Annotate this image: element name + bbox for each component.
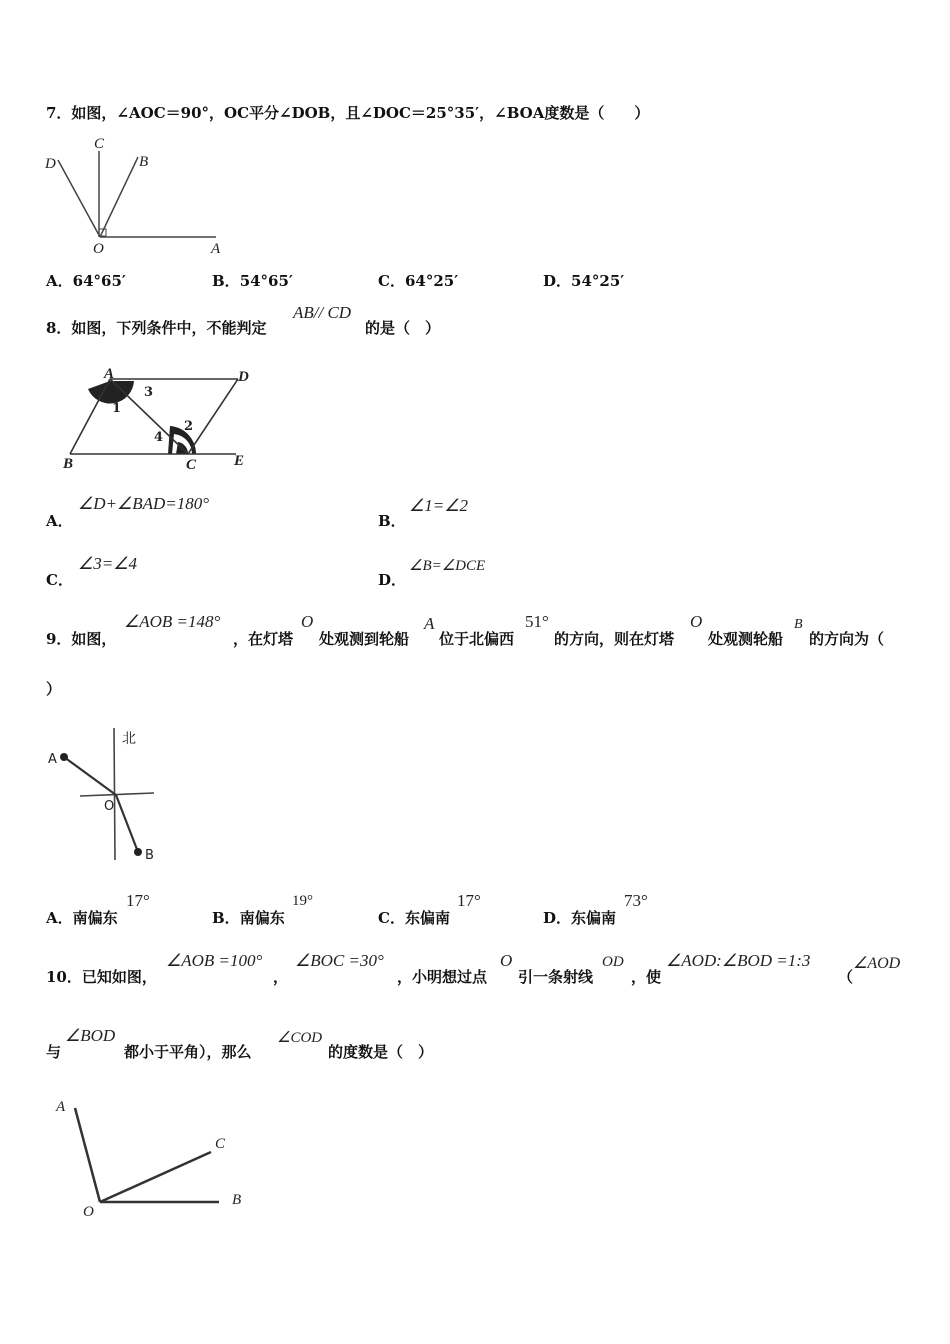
q9-stem-part3: 处观测到轮船 — [319, 630, 410, 648]
q10-stem-part2: ， — [273, 968, 289, 986]
q8-option-a-letter[interactable]: A． — [46, 512, 73, 530]
q10-stem-part4: 引一条射线 — [518, 968, 594, 986]
q7-figure — [40, 135, 240, 260]
q8-option-c-formula: ∠3=∠4 — [78, 554, 137, 573]
q10-stem-part8: 都小于平角），那么 — [124, 1043, 252, 1061]
q10-label-c: C — [215, 1136, 226, 1152]
q7-stem: 7．如图，∠AOC＝90°，OC平分∠DOB，且∠DOC＝25°35′，∠BOA度数是（ ） — [46, 104, 650, 122]
q9-stem-part7: 的方向为（ — [809, 630, 885, 648]
q7-option-a-letter: A． — [46, 272, 73, 290]
q9-option-c[interactable] — [378, 907, 450, 928]
q10-formula-od: OD — [602, 954, 624, 970]
q10-stem-part9: 的度数是（ ） — [328, 1043, 434, 1061]
q9-option-c-letter: C． — [378, 909, 405, 927]
q7-option-b[interactable] — [212, 270, 293, 291]
q7-option-c-letter: C． — [378, 272, 405, 290]
q10-label-a: A — [56, 1099, 66, 1115]
q7-option-a[interactable] — [46, 270, 126, 291]
q10-formula-bod: ∠BOD — [65, 1026, 116, 1045]
q10-formula-ratio: ∠AOD:∠BOD =1:3 — [666, 951, 811, 970]
q8-option-a-formula: ∠D+∠BAD=180° — [78, 494, 210, 513]
q10-stem-part7: 与 — [46, 1043, 62, 1061]
q8-option-d-letter[interactable]: D． — [378, 571, 407, 589]
q9-stem-part4: 位于北偏西 — [439, 630, 515, 648]
q9-option-d-letter: D． — [543, 909, 572, 927]
q9-option-b-letter: B． — [212, 909, 240, 927]
q8-formula: AB// CD — [293, 303, 352, 322]
q9-formula-o1: O — [301, 612, 314, 631]
q9-formula-o2: O — [690, 612, 703, 631]
q8-angle-3: 3 — [144, 385, 154, 400]
q9-option-c-formula: 17° — [457, 891, 481, 910]
q10-stem-part5: ，使 — [631, 968, 662, 986]
q8-option-c-letter[interactable]: C． — [46, 571, 73, 589]
q9-formula-b: B — [794, 617, 803, 632]
q7-option-c[interactable] — [378, 270, 458, 291]
q8-option-b-formula: ∠1=∠2 — [409, 496, 468, 515]
q9-formula-51: 51° — [525, 612, 549, 631]
q9-option-a[interactable] — [46, 907, 118, 928]
q9-stem-part5: 的方向，则在灯塔 — [554, 630, 675, 648]
q7-option-b-value: 54°65′ — [239, 272, 293, 290]
q9-label-o: O — [104, 799, 115, 814]
q10-stem-part6: （ — [838, 968, 854, 986]
q8-option-d-formula: ∠B=∠DCE — [409, 558, 486, 574]
q9-option-a-formula: 17° — [126, 891, 150, 910]
q9-stem-part6: 处观测轮船 — [708, 630, 784, 648]
q8-label-e: E — [234, 453, 245, 469]
q8-label-b: B — [63, 456, 74, 472]
q7-label-o: O — [93, 241, 104, 257]
q8-stem-number: 8．如图，下列条件中，不能判定 — [46, 319, 267, 337]
q9-formula-angle: ∠AOB =148° — [124, 612, 221, 631]
q10-stem-part3: ，小明想过点 — [397, 968, 488, 986]
q8-label-c: C — [186, 457, 197, 473]
q10-figure — [45, 1092, 255, 1222]
q10-stem-part1: 10．已知如图， — [46, 968, 157, 986]
q9-label-north: 北 — [122, 731, 136, 747]
q7-label-d: D — [45, 156, 56, 172]
q7-option-a-value: 64°65′ — [72, 272, 126, 290]
q9-stem-part2: ，在灯塔 — [233, 630, 294, 648]
q9-option-a-text: 南偏东 — [72, 909, 118, 927]
q7-option-c-value: 64°25′ — [404, 272, 459, 290]
q9-option-b[interactable] — [212, 907, 285, 928]
q9-option-a-letter: A． — [46, 909, 73, 927]
q7-label-c: C — [94, 136, 105, 152]
q10-formula-o: O — [500, 951, 513, 970]
q9-label-b: B — [145, 848, 154, 863]
q9-label-a: A — [48, 752, 57, 767]
q10-label-b: B — [232, 1192, 242, 1208]
q8-stem-tail: 的是（ ） — [365, 319, 441, 337]
q10-formula-aod: ∠AOD — [853, 955, 901, 972]
q9-option-d-formula: 73° — [624, 891, 648, 910]
q9-option-d-text: 东偏南 — [571, 909, 617, 927]
q8-label-d: D — [238, 369, 249, 385]
q9-stem-part8: ） — [46, 680, 62, 698]
q8-figure — [60, 362, 260, 472]
q9-option-b-formula: 19° — [292, 893, 313, 909]
q7-option-b-letter: B． — [212, 272, 240, 290]
q7-option-d-letter: D． — [543, 272, 572, 290]
q7-label-b: B — [139, 154, 149, 170]
q10-formula-boc: ∠BOC =30° — [295, 951, 384, 970]
q9-option-b-text: 南偏东 — [239, 909, 285, 927]
q7-option-d[interactable] — [543, 270, 624, 291]
q9-figure — [40, 722, 180, 872]
q9-formula-a: A — [424, 614, 435, 633]
q8-angle-1: 1 — [112, 401, 122, 416]
q7-option-d-value: 54°25′ — [571, 272, 625, 290]
q8-angle-2: 2 — [184, 419, 194, 434]
q9-option-c-text: 东偏南 — [404, 909, 450, 927]
q8-option-b-letter[interactable]: B． — [378, 512, 406, 530]
q8-angle-4: 4 — [154, 430, 164, 445]
q10-formula-aob: ∠AOB =100° — [166, 951, 263, 970]
q10-label-o: O — [83, 1204, 94, 1220]
q9-option-d[interactable] — [543, 907, 616, 928]
q7-label-a: A — [211, 241, 221, 257]
q8-label-a: A — [104, 366, 115, 382]
q10-formula-cod: ∠COD — [277, 1030, 323, 1046]
q9-stem-part1: 9．如图， — [46, 630, 117, 648]
